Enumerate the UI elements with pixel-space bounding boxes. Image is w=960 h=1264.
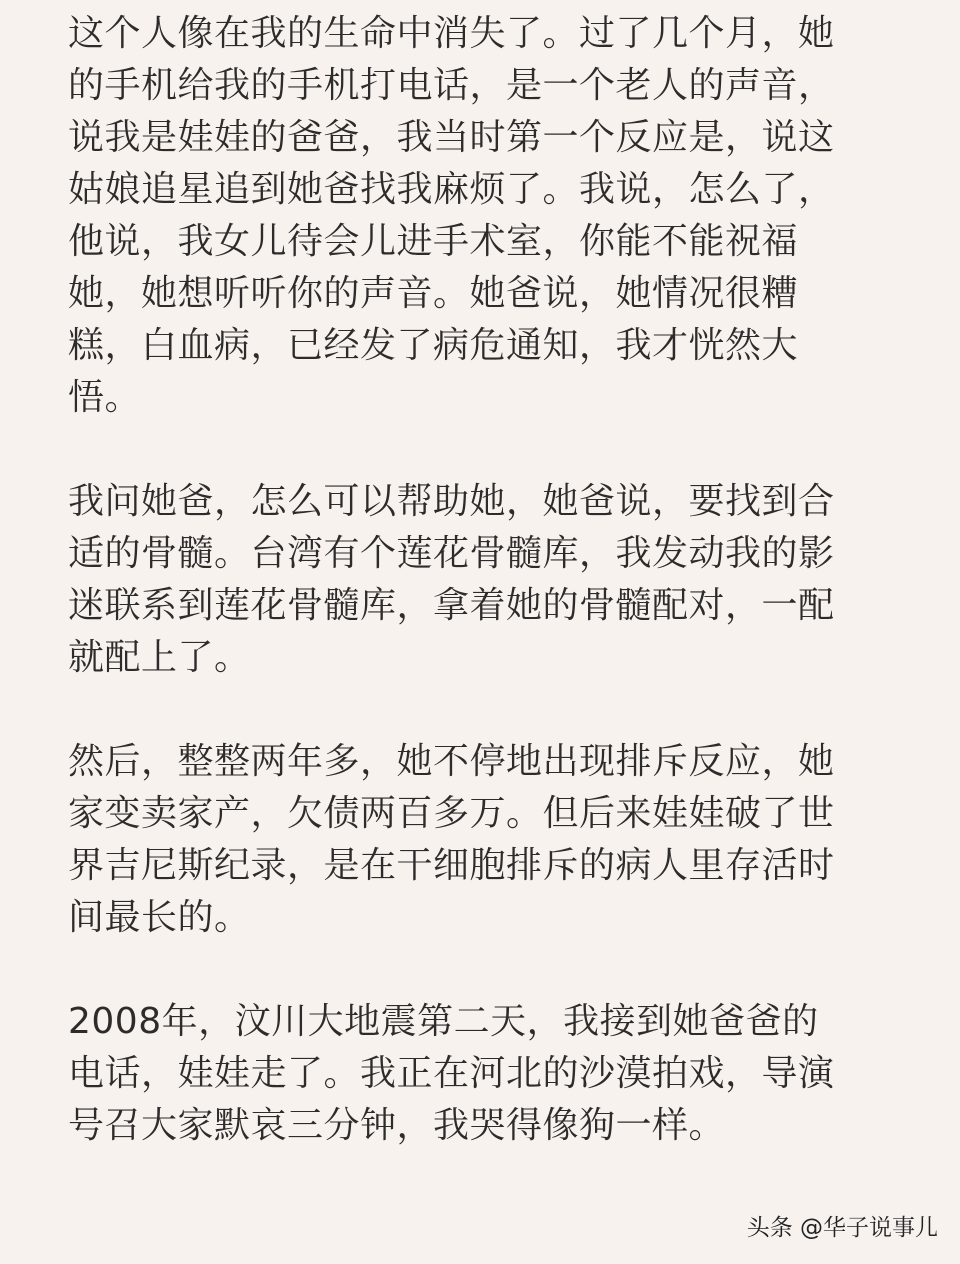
text-line: 悟。	[68, 377, 142, 418]
text-line: 迷联系到莲花骨髓库，拿着她的骨髓配对，一配	[68, 585, 835, 626]
source-watermark: 头条 @华子说事儿	[746, 1215, 938, 1241]
text-line: 然后，整整两年多，她不停地出现排斥反应，她	[68, 741, 835, 782]
text-line: 号召大家默哀三分钟，我哭得像狗一样。	[68, 1105, 726, 1146]
text-line: 他说，我女儿待会儿进手术室，你能不能祝福	[68, 221, 799, 262]
text-line: 家变卖家产，欠债两百多万。但后来娃娃破了世	[68, 793, 835, 834]
paragraph-2	[68, 476, 928, 684]
paragraph-3	[68, 736, 928, 944]
text-line: 她，她想听听你的声音。她爸说，她情况很糟	[68, 273, 799, 314]
text-line: 这个人像在我的生命中消失了。过了几个月，她	[68, 13, 835, 54]
text-line: 糕，白血病，已经发了病危通知，我才恍然大	[68, 325, 799, 366]
paragraph-1	[68, 8, 928, 424]
text-line: 姑娘追星追到她爸找我麻烦了。我说，怎么了，	[68, 169, 835, 210]
text-line: 我问她爸，怎么可以帮助她，她爸说，要找到合	[68, 481, 835, 522]
text-line: 适的骨髓。台湾有个莲花骨髓库，我发动我的影	[68, 533, 835, 574]
text-line: 就配上了。	[68, 637, 251, 678]
paragraph-4	[68, 996, 928, 1152]
text-line: 的手机给我的手机打电话，是一个老人的声音，	[68, 65, 835, 106]
text-line: 间最长的。	[68, 897, 251, 938]
text-line: 2008年，汶川大地震第二天，我接到她爸爸的	[68, 1001, 819, 1042]
text-line: 说我是娃娃的爸爸，我当时第一个反应是，说这	[68, 117, 835, 158]
text-line: 界吉尼斯纪录，是在干细胞排斥的病人里存活时	[68, 845, 835, 886]
text-line: 电话，娃娃走了。我正在河北的沙漠拍戏，导演	[68, 1053, 835, 1094]
